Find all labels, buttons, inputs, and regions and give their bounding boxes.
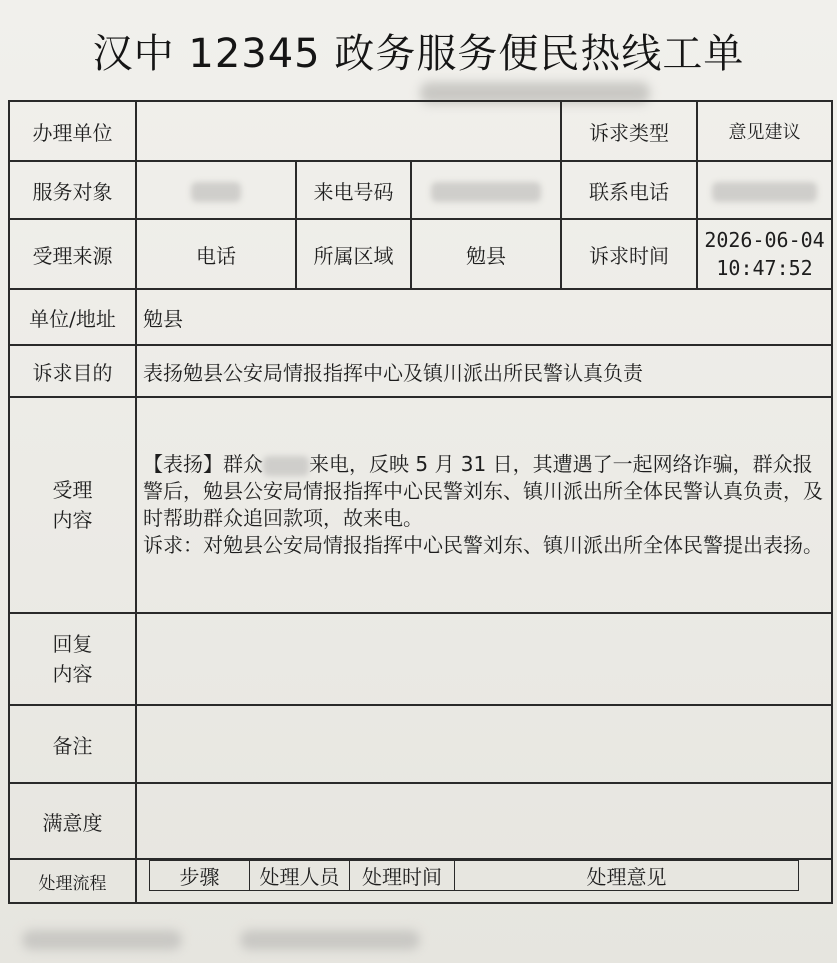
label-source: 受理来源 <box>9 219 136 289</box>
redacted-footer-left <box>22 930 182 950</box>
row-process <box>9 859 832 903</box>
value-satisfaction <box>136 783 832 859</box>
value-unit-address: 勉县 <box>136 289 832 345</box>
label-accept-content: 受理 内容 <box>9 397 136 613</box>
process-table <box>149 860 799 891</box>
value-appeal-type: 意见建议 <box>697 101 832 161</box>
value-contact-phone-redacted <box>697 161 832 219</box>
label-appeal-time: 诉求时间 <box>561 219 697 289</box>
value-appeal-time <box>697 219 832 289</box>
row-reply-content <box>9 613 832 705</box>
label-satisfaction: 满意度 <box>9 783 136 859</box>
redacted-caller-name <box>263 456 309 476</box>
label-reply-content: 回复 内容 <box>9 613 136 705</box>
process-col-opinion: 处理意见 <box>455 861 799 891</box>
row-handling-unit <box>9 101 832 161</box>
value-district: 勉县 <box>411 219 561 289</box>
label-remarks: 备注 <box>9 705 136 783</box>
row-service-target <box>9 161 832 219</box>
label-process: 处理流程 <box>9 859 136 903</box>
redacted-footer-right <box>240 930 420 950</box>
label-handling-unit: 办理单位 <box>9 101 136 161</box>
value-handling-unit <box>136 101 561 161</box>
row-appeal-purpose <box>9 345 832 397</box>
label-district: 所属区域 <box>296 219 411 289</box>
page-title: 汉中 12345 政务服务便民热线工单 <box>92 31 745 77</box>
row-unit-address <box>9 289 832 345</box>
value-caller-phone-redacted <box>411 161 561 219</box>
value-service-target-redacted <box>136 161 296 219</box>
label-service-target: 服务对象 <box>9 161 136 219</box>
row-satisfaction <box>9 783 832 859</box>
process-table-header <box>150 861 799 891</box>
appeal-date: 2026-06-04 <box>704 228 825 252</box>
value-remarks <box>136 705 832 783</box>
label-contact-phone: 联系电话 <box>561 161 697 219</box>
value-accept-content <box>136 397 832 613</box>
work-order-form <box>8 100 833 904</box>
value-appeal-purpose: 表扬勉县公安局情报指挥中心及镇川派出所民警认真负责 <box>136 345 832 397</box>
content-line-2: 诉求：对勉县公安局情报指挥中心民警刘东、镇川派出所全体民警提出表扬。 <box>143 533 823 557</box>
label-unit-address: 单位/地址 <box>9 289 136 345</box>
value-reply-content <box>136 613 832 705</box>
process-col-step: 步骤 <box>150 861 250 891</box>
row-accept-content <box>9 397 832 613</box>
appeal-clock: 10:47:52 <box>716 256 813 280</box>
label-appeal-type: 诉求类型 <box>561 101 697 161</box>
value-source: 电话 <box>136 219 296 289</box>
row-remarks <box>9 705 832 783</box>
label-caller-phone: 来电号码 <box>296 161 411 219</box>
value-process <box>136 859 832 903</box>
content-line-1: 【表扬】群众 来电，反映 5 月 31 日，其遭遇了一起网络诈骗，群众报警后，勉县公安局情报指挥中心民警刘东、镇川派出所全体民警认真负责，及时帮助群众追回款项，故来电。 <box>143 452 823 530</box>
process-col-time: 处理时间 <box>350 861 455 891</box>
process-col-handler: 处理人员 <box>250 861 350 891</box>
label-appeal-purpose: 诉求目的 <box>9 345 136 397</box>
row-source <box>9 219 832 289</box>
